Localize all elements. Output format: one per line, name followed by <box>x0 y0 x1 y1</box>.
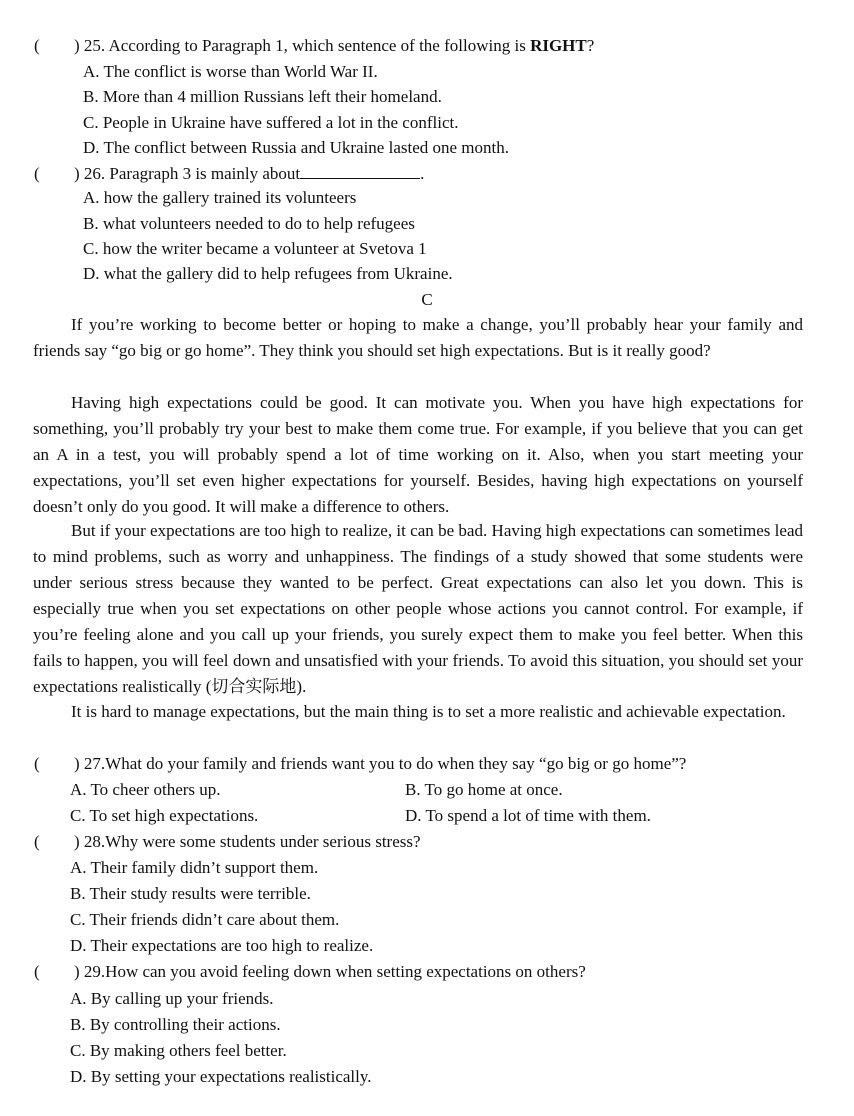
question-27-option-c: C. To set high expectations. <box>70 806 259 825</box>
question-29-option-b: B. By controlling their actions. <box>70 1015 281 1034</box>
question-28-option-d: D. Their expectations are too high to realize. <box>70 936 374 955</box>
answer-paren: ( <box>34 962 40 981</box>
question-29-option-c: C. By making others feel better. <box>70 1041 287 1060</box>
question-27-stem: ( ) 27.What do your family and friends want you to do when they say “go big or go home”? <box>34 751 686 777</box>
passage-paragraph-3: But if your expectations are too high to realize, it can be bad. Having high expectations can sometimes lead to mind problems, such as worry and unhappiness. The findings of a study showed that some students were under serious stress because they wanted to be perfect. Great expectations can also let you down. This is especially true when you set expectations on other people whose actions you cannot control. For example, if you’re feeling alone and you call up your friends, you surely expect them to make you feel better. When this fails to happen, you will feel down and unsatisfied with your friends. To avoid this situation, you should set your expectations realistically (切合实际地). <box>33 521 803 696</box>
question-25-option-c: C. People in Ukraine have suffered a lot in the conflict. <box>83 113 459 132</box>
passage-paragraph-4: It is hard to manage expectations, but the main thing is to set a more realistic and achievable expectation. <box>71 702 786 721</box>
passage-paragraph-1: If you’re working to become better or hoping to make a change, you’ll probably hear your family and friends say “go big or go home”. They think you should set high expectations. But is it really good? <box>33 315 803 360</box>
question-25-option-b: B. More than 4 million Russians left their homeland. <box>83 87 442 106</box>
question-26-option-d: D. what the gallery did to help refugees from Ukraine. <box>83 264 453 283</box>
question-25-option-a: A. The conflict is worse than World War II. <box>83 62 378 81</box>
question-26-option-a: A. how the gallery trained its volunteers <box>83 188 357 207</box>
question-26-option-b: B. what volunteers needed to do to help refugees <box>83 214 415 233</box>
question-28-option-c: C. Their friends didn’t care about them. <box>70 910 340 929</box>
question-25-stem: ( ) 25. According to Paragraph 1, which sentence of the following is RIGHT? <box>34 33 594 59</box>
answer-paren: ( <box>34 754 40 773</box>
question-25-option-d: D. The conflict between Russia and Ukraine lasted one month. <box>83 138 509 157</box>
question-28-option-a: A. Their family didn’t support them. <box>70 858 319 877</box>
question-28-option-b: B. Their study results were terrible. <box>70 884 311 903</box>
section-heading: C <box>421 290 433 309</box>
question-29-option-a: A. By calling up your friends. <box>70 989 274 1008</box>
question-26-option-c: C. how the writer became a volunteer at Svetova 1 <box>83 239 427 258</box>
answer-blank <box>300 160 420 179</box>
question-27-option-a: A. To cheer others up. <box>70 780 221 799</box>
answer-paren: ( <box>34 832 40 851</box>
question-27-option-b: B. To go home at once. <box>405 780 563 799</box>
answer-paren: ( <box>34 164 40 183</box>
passage-paragraph-2: Having high expectations could be good. It can motivate you. When you have high expectations for something, you’ll probably try your best to make them come true. For example, if you believe that you can get an A in a test, you will probably spend a lot of time working on it. Also, when you start meeting your expectations, you’ll set even higher expectations for yourself. Besides, having high expectations on yourself doesn’t only do you good. It will make a difference to others. <box>33 393 803 516</box>
answer-paren: ( <box>34 36 40 55</box>
question-29-stem: ( ) 29.How can you avoid feeling down when setting expectations on others? <box>34 959 586 985</box>
question-26-stem: ( ) 26. Paragraph 3 is mainly about . <box>34 160 424 187</box>
question-28-stem: ( ) 28.Why were some students under serious stress? <box>34 829 421 855</box>
question-27-option-d: D. To spend a lot of time with them. <box>405 806 651 825</box>
question-29-option-d: D. By setting your expectations realistically. <box>70 1067 372 1086</box>
